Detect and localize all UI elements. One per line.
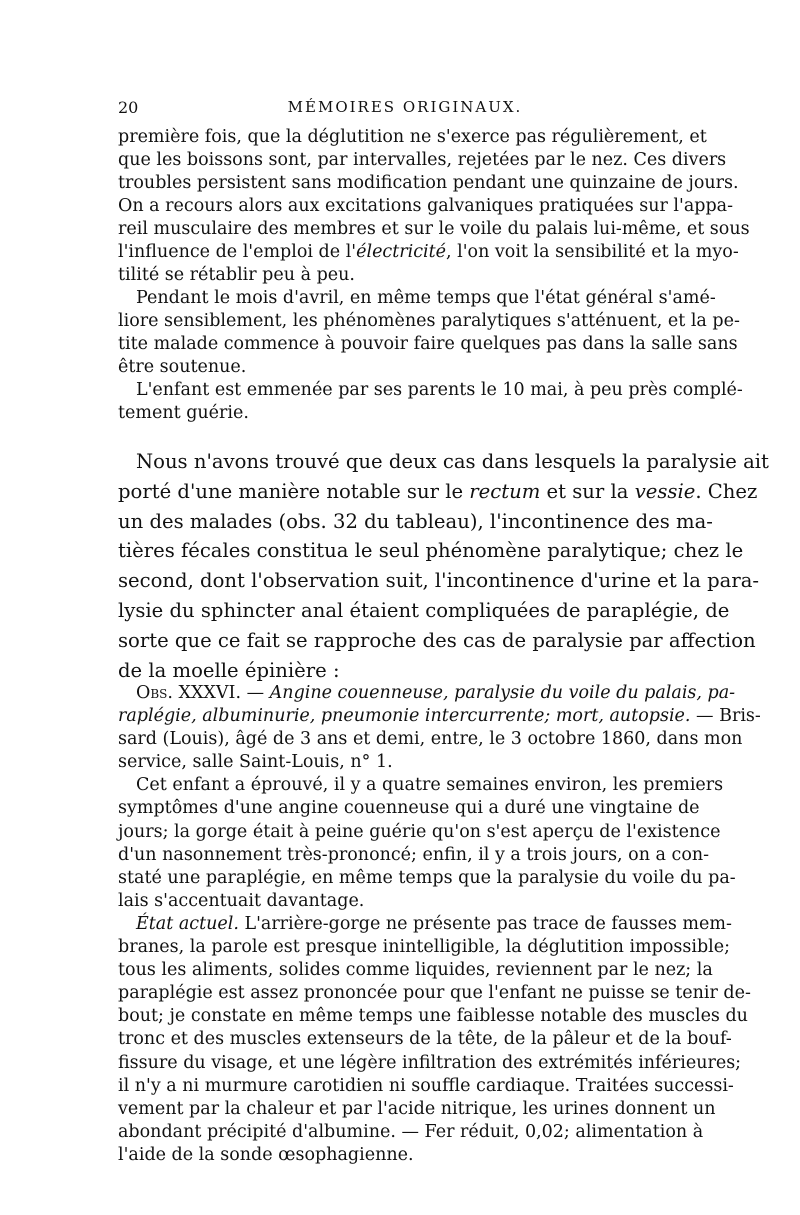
italic-term: l'électricité — [345, 242, 447, 262]
text-line: tilité se rétablir peu à peu. — [118, 265, 355, 285]
text-line: tement guérie. — [118, 403, 249, 423]
italic-term: rectum — [469, 479, 541, 503]
text-line — [118, 705, 761, 728]
text-fragment: . Chez — [695, 479, 758, 503]
dash: — — [241, 683, 270, 703]
text-line: lysie du sphincter anal étaient compliquées de paraplégie, de — [118, 598, 730, 622]
text-line — [118, 913, 732, 936]
text-line: On a recours alors aux excitations galvaniques pratiquées sur l'appa- — [118, 196, 734, 216]
text-line: reil musculaire des membres et sur le voile du palais lui-même, et sous — [118, 219, 750, 239]
text-fragment: porté d'une manière notable sur le — [118, 479, 464, 503]
text-line: tières fécales constitua le seul phénomène paralytique; chez le — [118, 539, 744, 563]
text-fragment: l'influence de l'emploi de — [118, 242, 341, 262]
page-header — [118, 98, 692, 122]
text-line: sorte que ce fait se rapproche des cas de paralysie par affection — [118, 628, 756, 652]
text-line: bout; je constate en même temps une faiblesse notable des muscles du — [118, 1006, 748, 1027]
text-fragment: , l'on voit la sensibilité et la myo- — [446, 242, 739, 262]
italic-term: vessie — [634, 479, 696, 503]
text-line: tous les aliments, solides comme liquides, reviennent par le nez; la — [118, 960, 713, 981]
text-line: d'un nasonnement très-prononcé; enfin, il y a trois jours, on a con- — [118, 844, 710, 865]
text-line: Nous n'avons trouvé que deux cas dans lesquels la paralysie ait — [136, 450, 769, 473]
text-line: second, dont l'observation suit, l'incontinence d'urine et la para- — [118, 569, 760, 593]
text-line: abondant précipité d'albumine. — Fer réduit, 0,02; alimentation à — [118, 1121, 704, 1142]
text-line: être soutenue. — [118, 357, 247, 377]
observation-title: raplégie, albuminurie, pneumonie intercurrente; mort, autopsie. — [118, 706, 691, 727]
page-number: 20 — [118, 98, 139, 117]
text-line: que les boissons sont, par intervalles, rejetées par le nez. Ces divers — [118, 150, 727, 170]
text-line — [118, 477, 758, 507]
text-fragment: et sur la — [546, 479, 629, 503]
text-line: vement par la chaleur et par l'acide nitrique, les urines donnent un — [118, 1098, 716, 1119]
text-line: première fois, que la déglutition ne s'exerce pas régulièrement, et — [118, 127, 707, 147]
text-fragment: — Bris- — [690, 706, 761, 727]
text-line: paraplégie est assez prononcée pour que l'enfant ne puisse se tenir de- — [118, 983, 751, 1004]
observation-xxxvi — [118, 682, 761, 1167]
observation-label: Obs. XXXVI. — [136, 683, 242, 703]
text-fragment: L'arrière-gorge ne présente pas trace de fausses mem- — [238, 913, 732, 934]
text-line: service, salle Saint-Louis, n° 1. — [118, 752, 393, 773]
text-line — [118, 241, 739, 264]
etat-label: État actuel. — [136, 913, 239, 934]
text-line: de la moelle épinière : — [118, 658, 340, 682]
text-line: tite malade commence à pouvoir faire quelques pas dans la salle sans — [118, 334, 738, 354]
text-line: L'enfant est emmenée par ses parents le 10 mai, à peu près complé- — [136, 380, 743, 400]
running-title: MÉMOIRES ORIGINAUX. — [287, 98, 523, 116]
text-line: un des malades (obs. 32 du tableau), l'incontinence des ma- — [118, 509, 713, 533]
text-line: jours; la gorge était à peine guérie qu'on s'est aperçu de l'existence — [118, 821, 721, 842]
text-line: staté une paraplégie, en même temps que la paralysie du voile du pa- — [118, 867, 736, 888]
text-line: liore sensiblement, les phénomènes paralytiques s'atténuent, et la pe- — [118, 311, 740, 331]
paragraph-main — [118, 447, 769, 685]
text-line: symptômes d'une angine couenneuse qui a duré une vingtaine de — [118, 798, 700, 819]
text-line: l'aide de la sonde œsophagienne. — [118, 1144, 414, 1165]
text-line: Pendant le mois d'avril, en même temps que l'état général s'amé- — [136, 288, 716, 308]
text-line: fissure du visage, et une légère infiltration des extrémités inférieures; — [118, 1052, 742, 1073]
text-line — [118, 682, 736, 705]
text-line: sard (Louis), âgé de 3 ans et demi, entre, le 3 octobre 1860, dans mon — [118, 729, 743, 750]
text-line: troubles persistent sans modification pendant une quinzaine de jours. — [118, 173, 739, 193]
observation-title: Angine couenneuse, paralysie du voile du palais, pa- — [269, 683, 736, 703]
text-line: lais s'accentuait davantage. — [118, 890, 365, 911]
text-line: branes, la parole est presque inintelligible, la déglutition impossible; — [118, 937, 730, 958]
text-line: tronc et des muscles extenseurs de la tête, de la pâleur et de la bouf- — [118, 1029, 732, 1050]
paragraph-continuation — [118, 126, 750, 425]
text-line: il n'y a ni murmure carotidien ni souffle cardiaque. Traitées successi- — [118, 1075, 734, 1096]
text-line: Cet enfant a éprouvé, il y a quatre semaines environ, les premiers — [136, 775, 724, 796]
